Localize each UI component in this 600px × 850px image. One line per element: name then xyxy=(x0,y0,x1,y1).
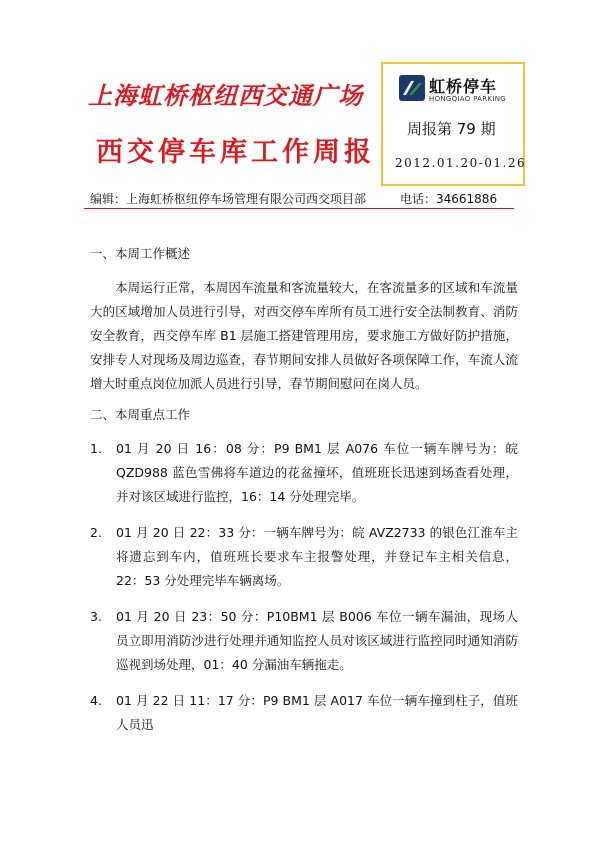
list-item-number: 3. xyxy=(90,609,102,624)
issue-number: 周报第 79 期 xyxy=(407,120,496,138)
issue-info-box xyxy=(381,62,525,186)
section2-heading: 二、本周重点工作 xyxy=(90,407,191,422)
list-item-number: 1. xyxy=(90,441,102,456)
phone-line: 电话：34661886 xyxy=(400,192,498,206)
list-item-text: 01 月 20 日 23：50 分：P10BM1 层 B006 车位一辆车漏油，现场人员立即用消防沙进行处理并通知监控人员对该区域进行监控同时通知消防巡视到场处理，01：40 分漏油车辆拖走。 xyxy=(116,609,518,672)
list-item xyxy=(90,605,518,677)
editor-line: 编辑：上海虹桥枢纽停车场管理有限公司西交项目部 xyxy=(90,192,367,206)
logo-english-text: HONGQIAO PARKING xyxy=(429,95,506,103)
date-range: 2012.01.20-01.26 xyxy=(395,156,527,170)
list-item-number: 2. xyxy=(90,525,102,540)
section1-heading: 一、本周工作概述 xyxy=(90,246,191,261)
report-title-line1: 上海虹桥枢纽西交通广场 xyxy=(88,81,363,110)
parking-logo-icon xyxy=(399,75,425,101)
list-item-text: 01 月 22 日 11：17 分：P9 BM1 层 A017 车位一辆车撞到柱子，值班人员迅 xyxy=(116,693,518,732)
report-body xyxy=(90,246,518,749)
header-divider xyxy=(84,208,514,209)
list-item-number: 4. xyxy=(90,693,102,708)
hongqiao-parking-logo xyxy=(399,74,519,108)
list-item-text: 01 月 20 日 16：08 分：P9 BM1 层 A076 车位一辆车牌号为：皖 QZD988 蓝色雪佛将车道边的花盆撞坏，值班班长迅速到场查看处理，并对该区域进行监控，16：14 分处理完毕。 xyxy=(116,441,518,504)
report-title-line2: 西交停车库工作周报 xyxy=(96,137,375,168)
list-item-text: 01 月 20 日 22：33 分：一辆车牌号为：皖 AVZ2733 的银色江淮车主将遗忘到车内，值班班长要求车主报警处理，并登记车主相关信息，22：53 分处理完毕车辆离场。 xyxy=(116,525,518,588)
key-work-list xyxy=(90,437,518,737)
list-item xyxy=(90,521,518,593)
list-item xyxy=(90,437,518,509)
logo-chinese-text: 虹桥停车 xyxy=(429,77,498,96)
section1-paragraph: 本周运行正常，本周因车流量和客流量较大，在客流量多的区域和车流量大的区域增加人员进行引导，对西交停车库所有员工进行安全法制教育、消防安全教育，西交停车库 B1 层施工搭建管理用房，要求施工方做好防护措施，安排专人对现场及周边巡查，春节期间安排人员做好各项保障工作，车流人流增大时重点岗位加派人员进行引导，春节期间慰问在岗人员。 xyxy=(90,280,518,391)
list-item xyxy=(90,689,518,737)
